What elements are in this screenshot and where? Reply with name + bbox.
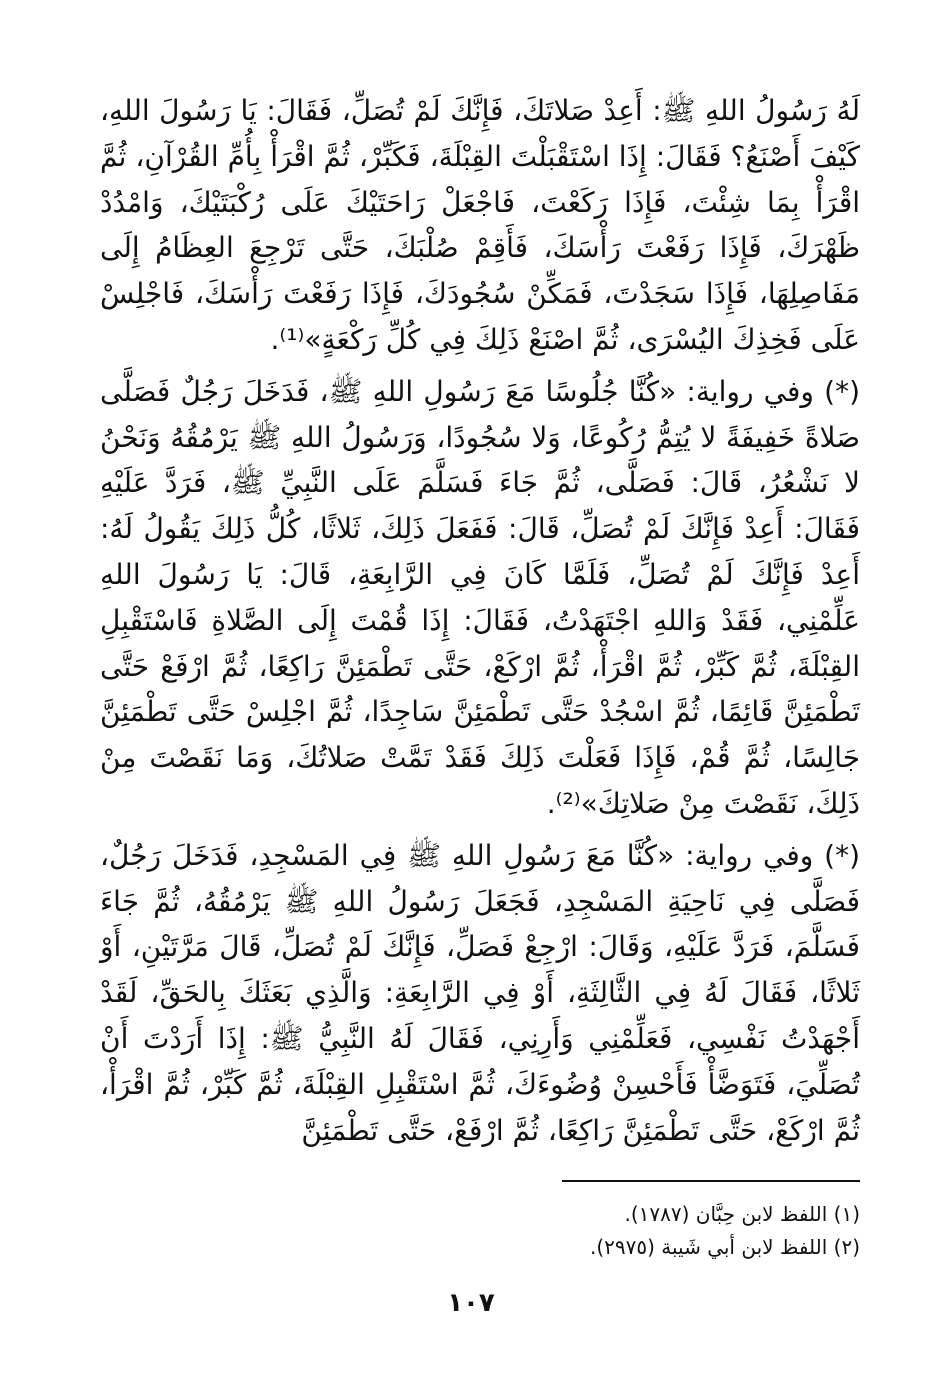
paragraph: (*) وفي رواية: «كُنَّا جُلُوسًا مَعَ رَسُولِ اللهِ ﷺ، فَدَخَلَ رَجُلٌ فَصَلَّى صَلاةً خَفِيفَةً لا يُتِمُّ رُكُوعًا، وَلا سُجُودًا، وَرَسُولُ اللهِ ﷺ يَرْمُقُهُ وَنَحْنُ لا نَشْعُرُ، قَالَ: فَصَلَّى، ثُمَّ جَاءَ فَسَلَّمَ عَلَى النَّبِيِّ ﷺ، فَرَدَّ عَلَيْهِ فَقَالَ: أَعِدْ فَإِنَّكَ لَمْ تُصَلِّ، قَالَ: فَفَعَلَ ذَلِكَ، ثَلاثًا، كُلُّ ذَلِكَ يَقُولُ لَهُ: أَعِدْ فَإِنَّكَ لَمْ تُصَلِّ، فَلَمَّا كَانَ فِي الرَّابِعَةِ، قَالَ: يَا رَسُولَ اللهِ عَلِّمْنِي، فَقَدْ وَاللهِ اجْتَهَدْتُ، فَقَالَ: إِذَا قُمْتَ إِلَى الصَّلاةِ فَاسْتَقْبِلِ القِبْلَةَ، ثُمَّ كَبِّرْ، ثُمَّ اقْرَأْ، ثُمَّ ارْكَعْ، حَتَّى تَطْمَئِنَّ رَاكِعًا، ثُمَّ ارْفَعْ حَتَّى تَطْمَئِنَّ قَائِمًا، ثُمَّ اسْجُدْ حَتَّى تَطْمَئِنَّ سَاجِدًا، ثُمَّ اجْلِسْ حَتَّى تَطْمَئِنَّ جَالِسًا، ثُمَّ قُمْ، فَإِذَا فَعَلْتَ ذَلِكَ فَقَدْ تَمَّتْ صَلاتُكَ، وَمَا نَقَصْتَ مِنْ ذَلِكَ، نَقَصْتَ مِنْ صَلاتِكَ»⁽²⁾.: [100, 374, 860, 820]
footnote: (١) اللفظ لابن حِبَّان (١٧٨٧).: [624, 1202, 860, 1226]
paragraph: (*) وفي رواية: «كُنَّا مَعَ رَسُولِ اللهِ ﷺ فِي المَسْجِدِ، فَدَخَلَ رَجُلٌ، فَصَلَّى فِي نَاحِيَةِ المَسْجِدِ، فَجَعَلَ رَسُولُ اللهِ ﷺ يَرْمُقُهُ، ثُمَّ جَاءَ فَسَلَّمَ، فَرَدَّ عَلَيْهِ، وَقَالَ: ارْجِعْ فَصَلِّ، فَإِنَّكَ لَمْ تُصَلِّ، قَالَ مَرَّتَيْنِ، أَوْ ثَلاثًا، فَقَالَ لَهُ فِي الثَّالِثَةِ، أَوْ فِي الرَّابِعَةِ: وَالَّذِي بَعَثَكَ بِالحَقِّ، لَقَدْ أَجْهَدْتُ نَفْسِي، فَعَلِّمْنِي وَأَرِنِي، فَقَالَ لَهُ النَّبِيُّ ﷺ: إِذَا أَرَدْتَ أَنْ تُصَلِّيَ، فَتَوَضَّأْ فَأَحْسِنْ وُضُوءَكَ، ثُمَّ اسْتَقْبِلِ القِبْلَةَ، ثُمَّ كَبِّرْ، ثُمَّ اقْرَأْ، ثُمَّ ارْكَعْ، حَتَّى تَطْمَئِنَّ رَاكِعًا، ثُمَّ ارْفَعْ، حَتَّى تَطْمَئِنَّ: [100, 838, 860, 1147]
main-text: [100, 88, 860, 1153]
footnote-separator: [562, 1180, 860, 1182]
footnotes: [100, 1198, 860, 1264]
paragraph: لَهُ رَسُولُ اللهِ ﷺ: أَعِدْ صَلاتَكَ، فَإِنَّكَ لَمْ تُصَلِّ، فَقَالَ: يَا رَسُولَ اللهِ، كَيْفَ أَصْنَعُ؟ فَقَالَ: إِذَا اسْتَقْبَلْتَ القِبْلَةَ، فَكَبِّرْ، ثُمَّ اقْرَأْ بِأُمِّ القُرْآنِ، ثُمَّ اقْرَأْ بِمَا شِئْتَ، فَإِذَا رَكَعْتَ، فَاجْعَلْ رَاحَتَيْكَ عَلَى رُكْبَتَيْكَ، وَامْدُدْ ظَهْرَكَ، فَإِذَا رَفَعْتَ رَأْسَكَ، فَأَقِمْ صُلْبَكَ، حَتَّى تَرْجِعَ العِظَامُ إِلَى مَفَاصِلِهَا، فَإِذَا سَجَدْتَ، فَمَكِّنْ سُجُودَكَ، فَإِذَا رَفَعْتَ رَأْسَكَ، فَاجْلِسْ عَلَى فَخِذِكَ اليُسْرَى، ثُمَّ اصْنَعْ ذَلِكَ فِي كُلِّ رَكْعَةٍ»⁽¹⁾.: [100, 94, 860, 356]
page-number: ١٠٧: [447, 1288, 495, 1318]
footnote: (٢) اللفظ لابن أبي شَيبة (٢٩٧٥).: [589, 1235, 860, 1259]
